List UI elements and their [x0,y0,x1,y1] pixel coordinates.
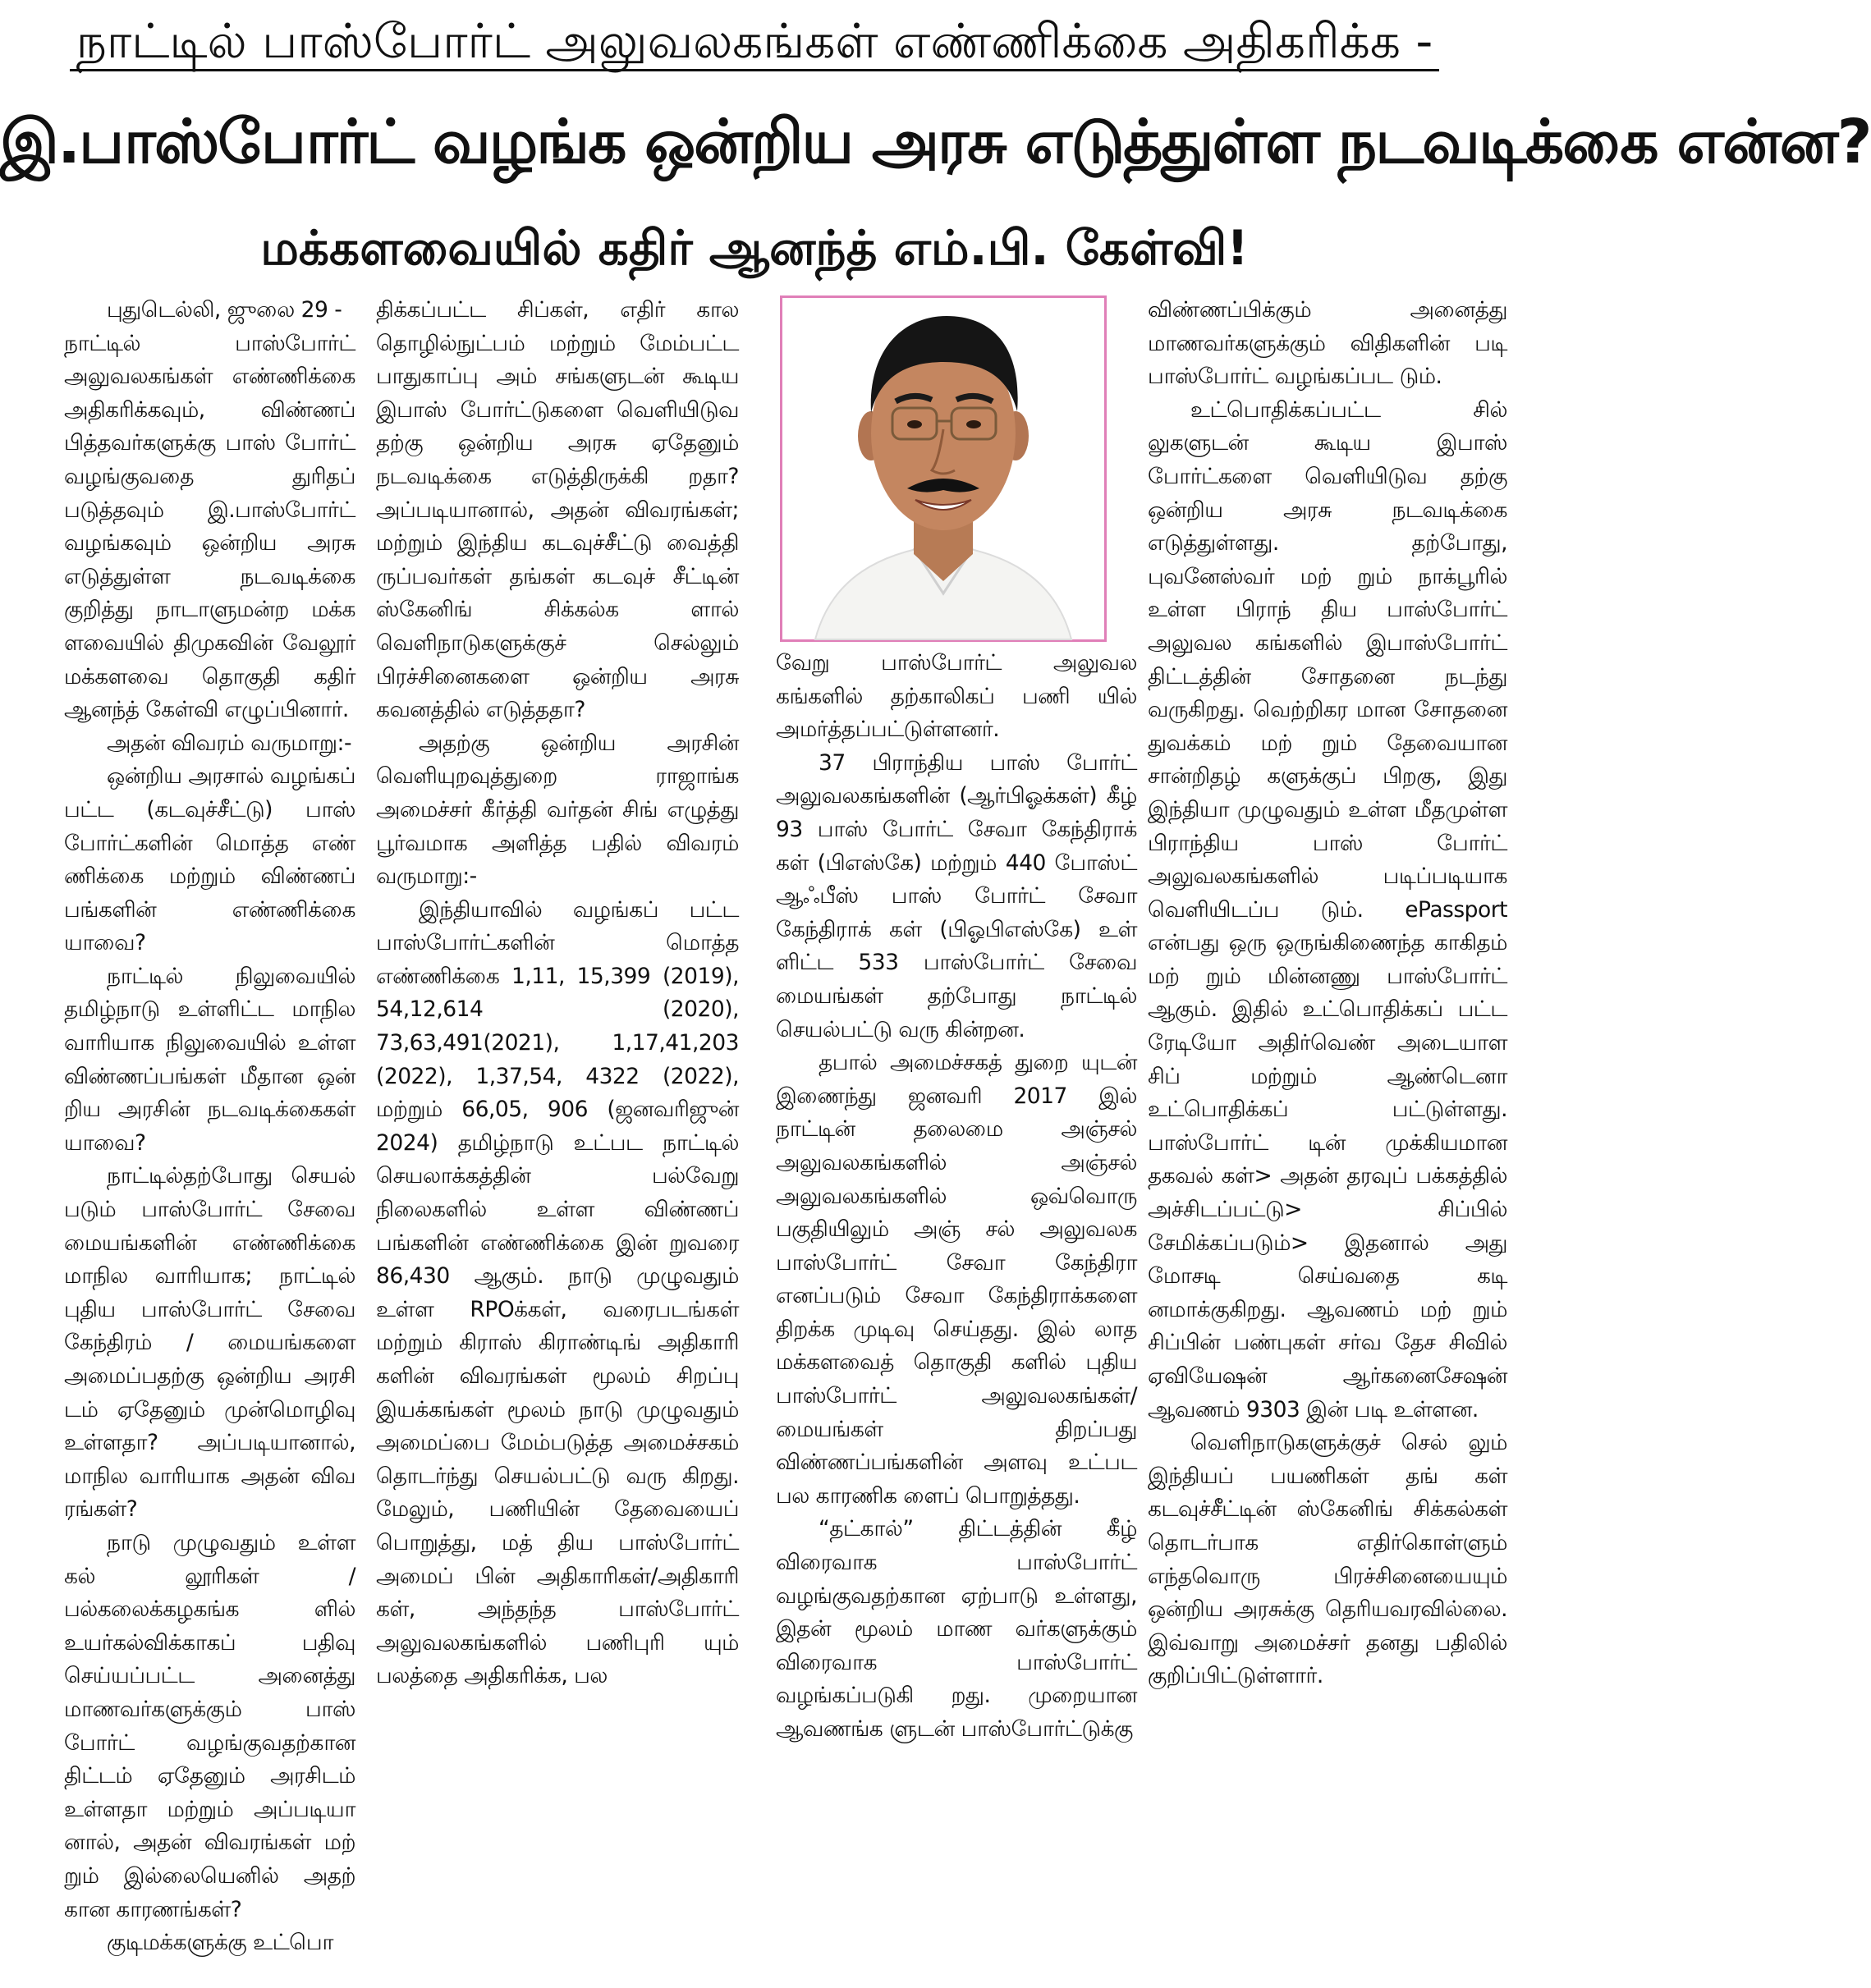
kicker-text: நாட்டில் பாஸ்போர்ட் அலுவலகங்கள் எண்ணிக்கை அதிகரிக்க - [70,13,1440,71]
article-column-1 [64,294,355,1988]
paragraph: 37 பிராந்திய பாஸ் போர்ட் அலுவலகங்களின் (ஆர்பிஓக்கள்) கீழ் 93 பாஸ் போர்ட் சேவா கேந்திராக் கள் (பிஎஸ்கே) மற்றும் 440 போஸ்ட் ஆஃபீஸ் பாஸ் போர்ட் சேவா கேந்திராக் கள் (பிஓபிஎஸ்கே) உள் ளிட்ட 533 பாஸ்போர்ட் சேவை மையங்கள் தற்போது நாட்டில் செயல்பட்டு வரு கின்றன. [776,749,1137,1042]
paragraph: குடிமக்களுக்கு உட்பொ [107,1930,333,1956]
paragraph: வேறு பாஸ்போர்ட் அலுவல கங்களில் தற்காலிகப் பணி யில் அமர்த்தப்பட்டுள்ளனர். [776,650,1137,743]
article-headline: இ.பாஸ்போர்ட் வழங்க ஒன்றிய அரசு எடுத்துள்ள நடவடிக்கை என்ன? [0,107,1871,177]
person-portrait-image [782,298,1104,639]
article-column-2 [376,294,739,1988]
paragraph: நாட்டில் பாஸ்போர்ட் அலுவலகங்கள் எண்ணிக்கை அதிகரிக்கவும், விண்ணப் பித்தவர்களுக்கு பாஸ் போர்ட் வழங்குவதை துரிதப் படுத்தவும் இ.பாஸ்போர்ட் வழங்கவும் ஒன்றிய அரசு எடுத்துள்ள நடவடிக்கை குறித்து நாடாளுமன்ற மக்க ளவையில் திமுகவின் வேலூர் மக்களவை தொகுதி கதிர் ஆனந்த் கேள்வி எழுப்பினார். [64,330,355,723]
paragraph: வெளிநாடுகளுக்குச் செல் லும் இந்தியப் பயணிகள் தங் கள் கடவுச்சீட்டின் ஸ்கேனிங் சிக்கல்கள் தொடர்பாக எதிர்கொள்ளும் எந்தவொரு பிரச்சினையையும் ஒன்றிய அரசுக்கு தெரியவரவில்லை. இவ்வாறு அமைச்சர் தனது பதிலில் குறிப்பிட்டுள்ளார். [1148,1430,1507,1689]
article-subhead: மக்களவையில் கதிர் ஆனந்த் எம்.பி. கேள்வி! [260,220,1249,276]
article-kicker [0,8,1509,74]
paragraph: திக்கப்பட்ட சிப்கள், எதிர் கால தொழில்நுட்பம் மற்றும் மேம்பட்ட பாதுகாப்பு அம் சங்களுடன் கூடிய இபாஸ் போர்ட்டுகளை வெளியிடுவ தற்கு ஒன்றிய அரசு ஏதேனும் நடவடிக்கை எடுத்திருக்கி றதா? அப்படியானால், அதன் விவரங்கள்; மற்றும் இந்திய கடவுச்சீட்டு வைத்தி ருப்பவர்கள் தங்கள் கடவுச் சீட்டின் ஸ்கேனிங் சிக்கல்க ளால் வெளிநாடுகளுக்குச் செல்லும் பிரச்சினைகளை ஒன்றிய அரசு கவனத்தில் எடுத்ததா? [376,297,739,723]
paragraph: நாட்டில் நிலுவையில் தமிழ்நாடு உள்ளிட்ட மாநில வாரியாக நிலுவையில் உள்ள விண்ணப்பங்கள் மீதான ஒன் றிய அரசின் நடவடிக்கைகள் யாவை? [64,963,355,1156]
paragraph: “தட்கால்” திட்டத்தின் கீழ் விரைவாக பாஸ்போர்ட் வழங்குவதற்கான ஏற்பாடு உள்ளது, இதன் மூலம் மாண வர்களுக்கும் விரைவாக பாஸ்போர்ட் வழங்கப்படுகி றது. முறையான ஆவணங்க ளுடன் பாஸ்போர்ட்டுக்கு [776,1516,1137,1742]
article-column-4 [1148,294,1507,1988]
paragraph: அதன் விவரம் வருமாறு:- [107,730,352,756]
paragraph: நாட்டில்தற்போது செயல் படும் பாஸ்போர்ட் சேவை மையங்களின் எண்ணிக்கை மாநில வாரியாக; நாட்டில் புதிய பாஸ்போர்ட் சேவை கேந்திரம் / மையங்களை அமைப்பதற்கு ஒன்றிய அரசி டம் ஏதேனும் முன்மொழிவு உள்ளதா? அப்படியானால், மாநில வாரியாக அதன் விவ ரங்கள்? [64,1163,355,1523]
paragraph: இந்தியாவில் வழங்கப் பட்ட பாஸ்போர்ட்களின் மொத்த எண்ணிக்கை 1,11, 15,399 (2019), 54,12,614 (2020), 73,63,491(2021), 1,17,41,203 (2022), 1,37,54, 4322 (2022), மற்றும் 66,05, 906 (ஜனவரிஜுன் 2024) தமிழ்நாடு உட்பட நாட்டில் செயலாக்கத்தின் பல்வேறு நிலைகளில் உள்ள விண்ணப் பங்களின் எண்ணிக்கை இன் றுவரை 86,430 ஆகும். நாடு முழுவதும் உள்ள RPOக்கள், வரைபடங்கள் மற்றும் கிராஸ் கிராண்டிங் அதிகாரி களின் விவரங்கள் மூலம் சிறப்பு இயக்கங்கள் மூலம் நாடு முழுவதும் அமைப்பை மேம்படுத்த அமைச்சகம் தொடர்ந்து செயல்பட்டு வரு கிறது. மேலும், பணியின் தேவையைப் பொறுத்து, மத் திய பாஸ்போர்ட் அமைப் பின் அதிகாரிகள்/அதிகாரி கள், அந்தந்த பாஸ்போர்ட் அலுவலகங்களில் பணிபுரி யும் பலத்தை அதிகரிக்க, பல [376,896,739,1689]
paragraph: உட்பொதிக்கப்பட்ட சில் லுகளுடன் கூடிய இபாஸ் போர்ட்களை வெளியிடுவ தற்கு ஒன்றிய அரசு நடவடிக்கை எடுத்துள்ளது. தற்போது, புவனேஸ்வர் மற் றும் நாக்பூரில் உள்ள பிராந் திய பாஸ்போர்ட் அலுவல கங்களில் இபாஸ்போர்ட் திட்டத்தின் சோதனை நடந்து வருகிறது. வெற்றிகர மான சோதனை துவக்கம் மற் றும் தேவையான சான்றிதழ் களுக்குப் பிறகு, இது இந்தியா முழுவதும் உள்ள மீதமுள்ள பிராந்திய பாஸ் போர்ட் அலுவலகங்களில் படிப்படியாக வெளியிடப்ப டும். ePassport என்பது ஒரு ஒருங்கிணைந்த காகிதம் மற் றும் மின்னணு பாஸ்போர்ட் ஆகும். இதில் உட்பொதிக்கப் பட்ட ரேடியோ அதிர்வெண் அடையாள சிப் மற்றும் ஆண்டெனா உட்பொதிக்கப் பட்டுள்ளது. பாஸ்போர்ட் டின் முக்கியமான தகவல் கள்> அதன் தரவுப் பக்கத்தில் அச்சிடப்பட்டு> சிப்பில் சேமிக்கப்படும்> இதனால் அது மோசடி செய்வதை கடி னமாக்குகிறது. ஆவணம் மற் றும் சிப்பின் பண்புகள் சர்வ தேச சிவில் ஏவியேஷன் ஆர்கனைசேஷன் ஆவணம் 9303 இன் படி உள்ளன. [1148,396,1507,1422]
paragraph: ஒன்றிய அரசால் வழங்கப் பட்ட (கடவுச்சீட்டு) பாஸ் போர்ட்களின் மொத்த எண் ணிக்கை மற்றும் விண்ணப் பங்களின் எண்ணிக்கை யாவை? [64,763,355,956]
paragraph: விண்ணப்பிக்கும் அனைத்து மாணவர்களுக்கும் விதிகளின் படி பாஸ்போர்ட் வழங்கப்பட டும். [1148,297,1507,390]
paragraph: அதற்கு ஒன்றிய அரசின் வெளியுறவுத்துறை ராஜாங்க அமைச்சர் கீர்த்தி வர்தன் சிங் எழுத்து பூர்வமாக அளித்த பதில் விவரம் வருமாறு:- [376,730,739,890]
paragraph: நாடு முழுவதும் உள்ள கல் லூரிகள் /பல்கலைக்கழகங்க ளில் உயர்கல்விக்காகப் பதிவு செய்யப்பட்ட அனைத்து மாணவர்களுக்கும் பாஸ் போர்ட் வழங்குவதற்கான திட்டம் ஏதேனும் அரசிடம் உள்ளதா மற்றும் அப்படியா னால், அதன் விவரங்கள் மற் றும் இல்லையெனில் அதற் கான காரணங்கள்? [64,1529,355,1922]
paragraph: தபால் அமைச்சகத் துறை யுடன் இணைந்து ஜனவரி 2017 இல் நாட்டின் தலைமை அஞ்சல் அலுவலகங்களில் அஞ்சல் அலுவலகங்களில் ஒவ்வொரு பகுதியிலும் அஞ் சல் அலுவலக பாஸ்போர்ட் சேவா கேந்திரா எனப்படும் சேவா கேந்திராக்களை திறக்க முடிவு செய்தது. இல் லாத மக்களவைத் தொகுதி களில் புதிய பாஸ்போர்ட் அலுவலகங்கள்/ மையங்கள் திறப்பது விண்ணப்பங்களின் அளவு உட்பட பல காரணிக ளைப் பொறுத்தது. [776,1050,1137,1509]
dateline: புதுடெல்லி, ஜுலை 29 - [107,297,342,323]
article-column-3 [776,647,1137,1988]
portrait-photo [780,295,1107,642]
